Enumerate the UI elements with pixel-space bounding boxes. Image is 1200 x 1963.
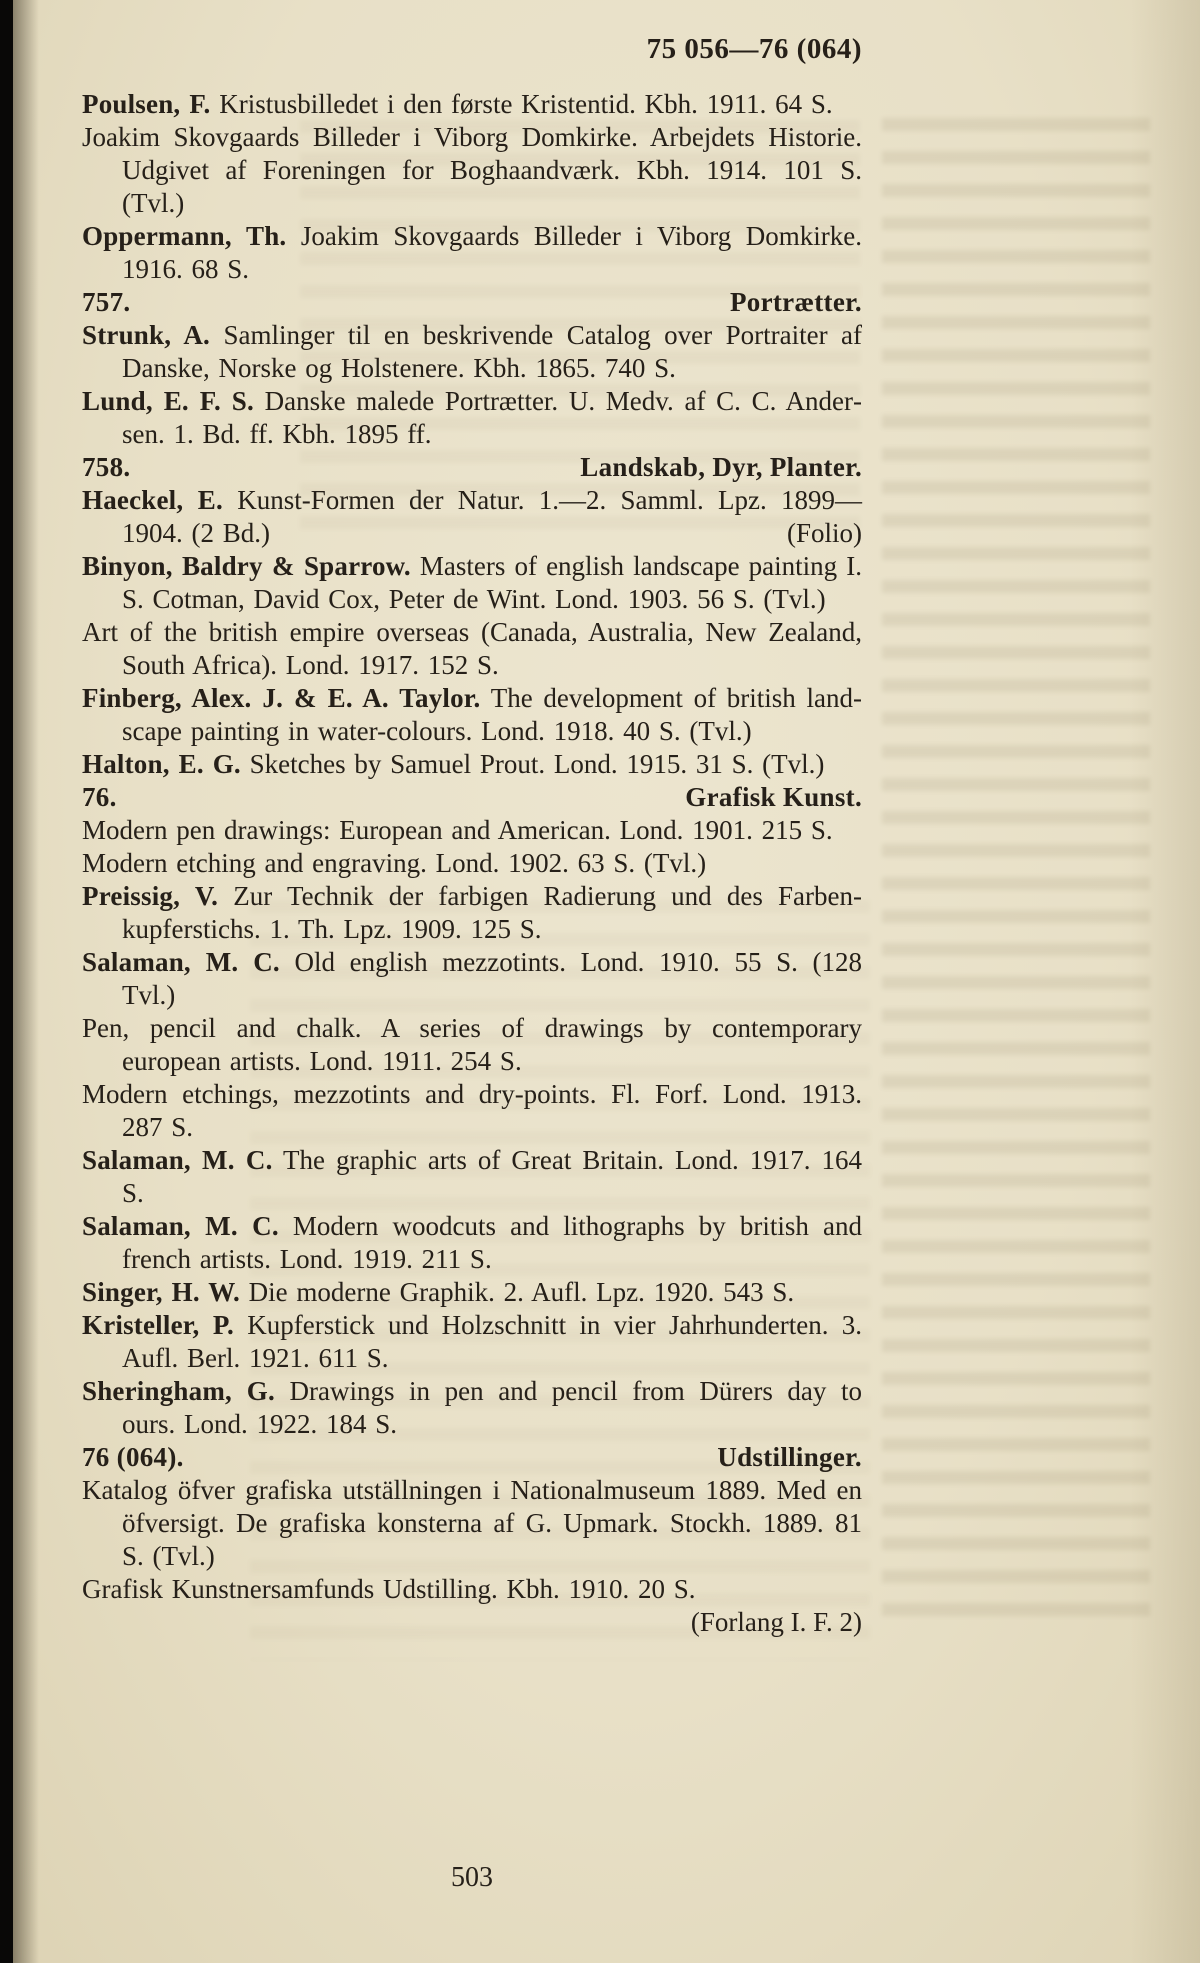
- section-heading: [82, 451, 862, 484]
- entry-author: Oppermann, Th.: [82, 221, 287, 251]
- section-title: Grafisk Kunst.: [685, 782, 862, 812]
- entry-author: Strunk, A.: [82, 320, 211, 350]
- entry-author: Sheringham, G.: [82, 1376, 275, 1406]
- section-number: 76.: [82, 782, 117, 812]
- catalog-entry: Halton, E. G. Sketches by Samuel Prout. Lond. 1915. 31 S. (Tvl.): [82, 749, 825, 779]
- catalog-entry: Haeckel, E. Kunst-Formen der Natur. 1.—2. Samml. Lpz. 1899—1904. (2 Bd.) (Folio): [82, 485, 862, 548]
- catalog-entry: Grafisk Kunstnersamfunds Udstilling. Kbh. 1910. 20 S.: [82, 1574, 696, 1604]
- section-title: Landskab, Dyr, Planter.: [580, 452, 862, 482]
- entry-author: Haeckel, E.: [82, 485, 223, 515]
- section-title: Portrætter.: [730, 287, 862, 317]
- section-number: 757.: [82, 287, 131, 317]
- entry-author: Poulsen, F.: [82, 89, 211, 119]
- catalog-entry: Strunk, A. Samlinger til en beskrivende Catalog over Portraiter af Danske, Norske og Holstenere. Kbh. 1865. 740 S.: [82, 320, 863, 383]
- catalog-entry: Finberg, Alex. J. & E. A. Taylor. The development of british landscape painting in water-colours. Lond. 1918. 40 S. (Tvl.): [82, 683, 862, 746]
- page-edge-shading: [1130, 0, 1200, 1963]
- entry-author: Salaman, M. C.: [82, 1145, 273, 1175]
- entry-format-note: (Folio): [786, 518, 862, 548]
- entry-author: Salaman, M. C.: [82, 947, 280, 977]
- catalog-entry: Preissig, V. Zur Technik der farbigen Radierung und des Farbenkupferstichs. 1. Th. Lpz. 1909. 125 S.: [82, 881, 863, 944]
- catalog-entry: Salaman, M. C. The graphic arts of Great Britain. Lond. 1917. 164 S.: [82, 1145, 862, 1208]
- text-column: [82, 32, 862, 1639]
- catalog-entry: Binyon, Baldry & Sparrow. Masters of english landscape painting I. S. Cotman, David Cox, Peter de Wint. Lond. 1903. 56 S. (Tvl.): [82, 551, 862, 614]
- entry-author: Kristeller, P.: [82, 1310, 235, 1340]
- entry-author: Preissig, V.: [82, 881, 219, 911]
- section-heading: [82, 1441, 862, 1474]
- running-head-classification: 75 056—76 (064): [646, 33, 862, 65]
- cross-reference-note: (Forlang I. F. 2): [690, 1607, 862, 1637]
- catalog-entry: Modern etchings, mezzotints and dry-points. Fl. Forf. Lond. 1913. 287 S.: [82, 1079, 862, 1142]
- entry-author: Halton, E. G.: [82, 749, 241, 779]
- binding-edge-shadow: [0, 0, 13, 1963]
- catalog-entry: Sheringham, G. Drawings in pen and pencil from Dürers day to ours. Lond. 1922. 184 S.: [82, 1376, 862, 1439]
- catalog-entry: Lund, E. F. S. Danske malede Portrætter. U. Medv. af C. C. Andersen. 1. Bd. ff. Kbh. 1895 ff.: [82, 386, 862, 449]
- catalog-entry: Oppermann, Th. Joakim Skovgaards Billeder i Viborg Domkirke. 1916. 68 S.: [82, 221, 862, 284]
- catalog-entry: Salaman, M. C. Modern woodcuts and lithographs by british and french artists. Lond. 1919. 211 S.: [82, 1211, 863, 1274]
- catalog-entry: Salaman, M. C. Old english mezzotints. Lond. 1910. 55 S. (128 Tvl.): [82, 947, 863, 1010]
- section-number: 76 (064).: [82, 1442, 184, 1472]
- catalog-entry: Kristeller, P. Kupferstick und Holzschnitt in vier Jahrhunderten. 3. Aufl. Berl. 1921. 611 S.: [82, 1310, 863, 1373]
- section-heading: [82, 286, 862, 319]
- catalog-entry: Singer, H. W. Die moderne Graphik. 2. Aufl. Lpz. 1920. 543 S.: [82, 1277, 795, 1307]
- bleed-through-texture: [882, 118, 1150, 1618]
- section-heading: [82, 781, 862, 814]
- catalog-entry: Art of the british empire overseas (Canada, Australia, New Zealand, South Africa). Lond. 1917. 152 S.: [82, 617, 862, 680]
- entry-author: Binyon, Baldry & Sparrow.: [82, 551, 411, 581]
- section-title: Udstillinger.: [717, 1442, 862, 1472]
- catalog-entry: Modern pen drawings: European and American. Lond. 1901. 215 S.: [82, 815, 833, 845]
- catalog-entry: Poulsen, F. Kristusbilledet i den første Kristentid. Kbh. 1911. 64 S.: [82, 89, 833, 119]
- entry-author: Finberg, Alex. J. & E. A. Taylor.: [82, 683, 481, 713]
- catalog-entry: Pen, pencil and chalk. A series of drawings by contemporary european artists. Lond. 1911. 254 S.: [82, 1013, 862, 1076]
- page-number: 503: [451, 1862, 493, 1893]
- section-number: 758.: [82, 452, 131, 482]
- entry-author: Lund, E. F. S.: [82, 386, 254, 416]
- catalog-entries: [82, 88, 862, 1639]
- entry-author: Salaman, M. C.: [82, 1211, 279, 1241]
- catalog-entry: Joakim Skovgaards Billeder i Viborg Domkirke. Arbejdets Historie. Udgivet af Foreningen for Boghaandværk. Kbh. 1914. 101 S. (Tvl.): [82, 122, 862, 218]
- catalog-entry: Modern etching and engraving. Lond. 1902. 63 S. (Tvl.): [82, 848, 707, 878]
- entry-author: Singer, H. W.: [82, 1277, 240, 1307]
- catalog-entry: Katalog öfver grafiska utställningen i Nationalmuseum 1889. Med en öfversigt. De grafiska konsterna af G. Upmark. Stockh. 1889. 81 S. (Tvl.): [82, 1475, 862, 1571]
